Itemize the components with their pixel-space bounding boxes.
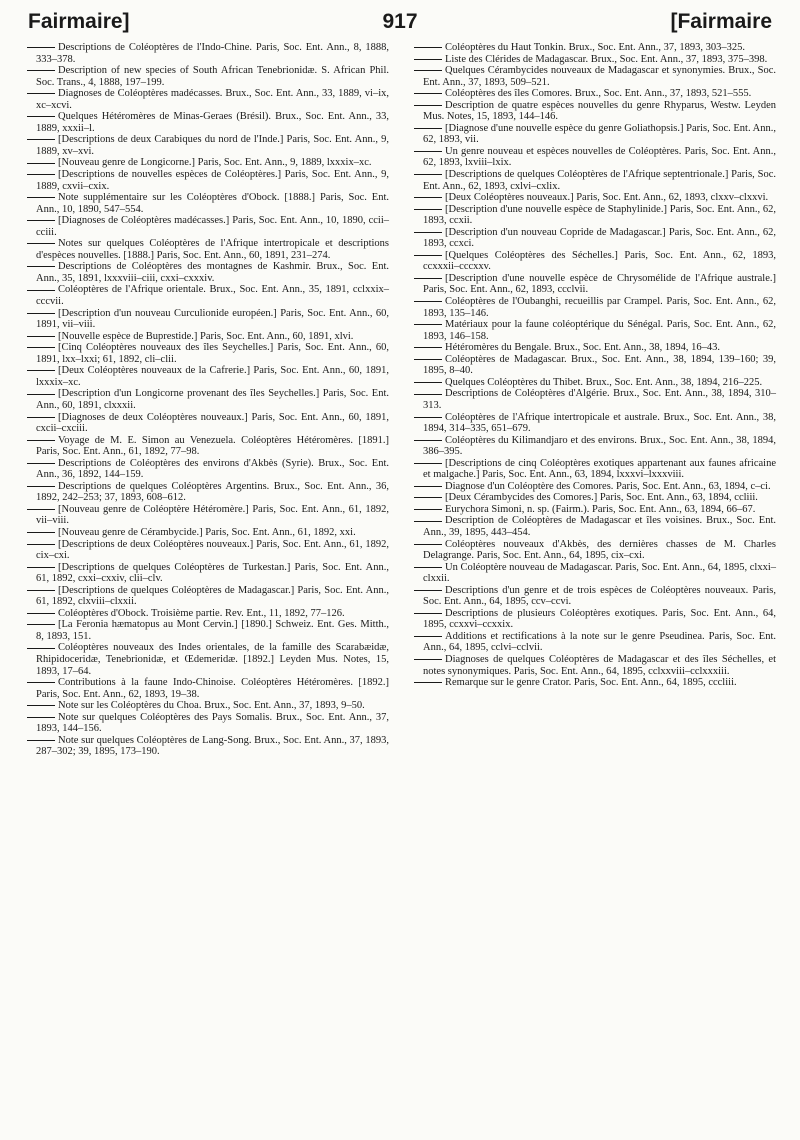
ditto-dash [414,659,442,660]
entry-text: Diagnoses de quelques Coléoptères de Madagascar et des îles Séchelles, et notes synonymiques. Paris, Soc. Ent. Ann., 64, 1895, cclxxviii–cclxxxiii. [423,653,776,677]
entry-text: [Descriptions de quelques Coléoptères de Turkestan.] Paris, Soc. Ent. Ann., 61, 1892, cxxi–cxxiv, clii–clv. [36,561,389,585]
entry-text: Coléoptères du Kilimandjaro et des environs. Brux., Soc. Ent. Ann., 38, 1894, 386–395. [423,434,776,458]
ditto-dash [27,682,55,683]
entry-text: [Diagnose d'une nouvelle espèce du genre Goliathopsis.] Paris, Soc. Ent. Ann., 62, 1893, vii. [423,122,776,146]
ditto-dash [414,544,442,545]
right-column [414,42,776,689]
ditto-dash [27,624,55,625]
entry-text: Note supplémentaire sur les Coléoptères d'Obock. [1888.] Paris, Soc. Ent. Ann., 10, 1890, 547–554. [36,192,389,215]
ditto-dash [414,382,442,383]
bibliography-entry [414,65,776,88]
bibliography-entry [414,192,776,204]
bibliography-entry [414,250,776,273]
entry-text: Coléoptères nouveaux des Indes orientales, de la famille des Scarabæidæ, Rhipidoceridæ, Tenebrionidæ, et Œdemeridæ. [1892.] Leyden Mus. Notes, 15, 1893, 17–64. [36,642,389,677]
bibliography-entry [27,458,389,481]
bibliography-entry [27,331,389,343]
ditto-dash [27,313,55,314]
entry-text: [Deux Coléoptères nouveaux de la Cafrerie.] Paris, Soc. Ent. Ann., 60, 1891, lxxxix–xc. [36,365,389,388]
ditto-dash [27,243,55,244]
entry-text: Note sur les Coléoptères du Choa. Brux., Soc. Ent. Ann., 37, 1893, 9–50. [58,700,365,712]
ditto-dash [27,417,55,418]
entry-text: Coléoptères de l'Afrique orientale. Brux., Soc. Ent. Ann., 35, 1891, cclxxix–cccvii. [36,284,389,308]
ditto-dash [27,590,55,591]
header-author-left: Fairmaire] [28,10,130,33]
ditto-dash [27,47,55,48]
bibliography-entry [27,215,389,238]
ditto-dash [27,163,55,164]
entry-text: Coléoptères des îles Comores. Brux., Soc. Ent. Ann., 37, 1893, 521–555. [445,88,752,100]
bibliography-entry [27,111,389,134]
ditto-dash [27,139,55,140]
ditto-dash [414,636,442,637]
ditto-dash [414,47,442,48]
ditto-dash [27,290,55,291]
entry-text: [Descriptions de deux Carabiques du nord de l'Inde.] Paris, Soc. Ent. Ann., 9, 1889, xv–xvi. [36,134,389,157]
header-author-right: [Fairmaire [670,10,772,33]
ditto-dash [27,266,55,267]
entry-text: [Nouveau genre de Longicorne.] Paris, Soc. Ent. Ann., 9, 1889, lxxxix–xc. [58,157,372,169]
bibliography-entry [414,54,776,66]
bibliography-entry [27,342,389,365]
bibliography-entry [27,134,389,157]
bibliography-entry [27,192,389,215]
entry-text: Quelques Coléoptères du Thibet. Brux., Soc. Ent. Ann., 38, 1894, 216–225. [445,376,763,388]
bibliography-entry [27,169,389,192]
ditto-dash [27,220,55,221]
bibliography-entry [27,284,389,307]
ditto-dash [414,394,442,395]
bibliography-entry [27,562,389,585]
entry-text: Contributions à la faune Indo-Chinoise. Coléoptères Hétéromères. [1892.] Paris, Soc. Ent. Ann., 62, 1893, 19–38. [36,677,389,700]
ditto-dash [27,567,55,568]
bibliography-entry [27,157,389,169]
entry-text: Quelques Hétéromères de Minas-Geraes (Brésil). Brux., Soc. Ent. Ann., 33, 1889, xxxii–l. [36,111,389,134]
bibliography-entry [414,227,776,250]
bibliography-entry [414,631,776,654]
ditto-dash [414,324,442,325]
page-header [28,10,772,36]
ditto-dash [414,197,442,198]
entry-text: Additions et rectifications à la note sur le genre Pseudinea. Paris, Soc. Ent. Ann., 64, 1895, cclvi–cclvii. [423,630,776,654]
bibliography-entry [27,735,389,758]
bibliography-entry [27,504,389,527]
bibliography-entry [27,677,389,700]
entry-text: [Cinq Coléoptères nouveaux des îles Seychelles.] Paris, Soc. Ent. Ann., 60, 1891, lxx–lxxi; 61, 1892, cli–clii. [36,342,389,365]
entry-text: [Description d'une nouvelle espèce de Staphylinide.] Paris, Soc. Ent. Ann., 62, 1893, ccxii. [423,203,776,227]
ditto-dash [414,347,442,348]
entry-text: Description de quatre espèces nouvelles du genre Rhyparus, Westw. Leyden Mus. Notes, 15, 1893, 144–146. [423,99,776,123]
ditto-dash [27,486,55,487]
ditto-dash [414,70,442,71]
bibliography-entry [27,412,389,435]
bibliography-entry [414,342,776,354]
entry-text: Un genre nouveau et espèces nouvelles de Coléoptères. Paris, Soc. Ent. Ann., 62, 1893, lxviii–lxix. [423,145,776,169]
entry-text: [Descriptions de deux Coléoptères nouveaux.] Paris, Soc. Ent. Ann., 61, 1892, cix–cxi. [36,538,389,562]
entry-text: Descriptions de Coléoptères d'Algérie. Brux., Soc. Ent. Ann., 38, 1894, 310–313. [423,388,776,411]
entry-text: Remarque sur le genre Crator. Paris, Soc. Ent. Ann., 64, 1895, cccliii. [445,677,737,689]
entry-text: Coléoptères de l'Oubanghi, recueillis par Crampel. Paris, Soc. Ent. Ann., 62, 1893, 135–146. [423,296,776,319]
bibliography-entry [27,65,389,88]
ditto-dash [27,717,55,718]
bibliography-entry [27,539,389,562]
bibliography-entry [414,204,776,227]
entry-text: Diagnose d'un Coléoptère des Comores. Paris, Soc. Ent. Ann., 63, 1894, c–ci. [445,480,771,492]
bibliography-entry [414,296,776,319]
ditto-dash [27,648,55,649]
entry-text: [Diagnoses de Coléoptères madécasses.] Paris, Soc. Ent. Ann., 10, 1890, ccii–cciii. [36,215,389,238]
bibliography-entry [27,365,389,388]
entry-text: [Nouveau genre de Cérambycide.] Paris, Soc. Ent. Ann., 61, 1892, xxi. [58,526,356,538]
entry-text: Note sur quelques Coléoptères des Pays Somalis. Brux., Soc. Ent. Ann., 37, 1893, 144–156. [36,711,389,735]
entry-text: [Descriptions de nouvelles espèces de Coléoptères.] Paris, Soc. Ent. Ann., 9, 1889, cxvii–cxix. [36,169,389,192]
ditto-dash [414,509,442,510]
bibliography-entry [414,319,776,342]
bibliography-entry [27,642,389,677]
bibliography-entry [27,308,389,331]
entry-text: Descriptions de Coléoptères des environs d'Akbès (Syrie). Brux., Soc. Ent. Ann., 36, 1892, 144–159. [36,457,389,481]
bibliography-entry [414,504,776,516]
bibliography-entry [414,562,776,585]
entry-text: Liste des Clérides de Madagascar. Brux., Soc. Ent. Ann., 37, 1893, 375–398. [445,53,768,65]
entry-text: Descriptions de plusieurs Coléoptères exotiques. Paris, Soc. Ent. Ann., 64, 1895, ccxxvi–ccxxix. [423,607,776,631]
bibliography-entry [414,585,776,608]
bibliography-entry [414,388,776,411]
bibliography-entry [27,261,389,284]
entry-text: [Description d'un nouveau Copride de Madagascar.] Paris, Soc. Ent. Ann., 62, 1893, ccxci. [423,226,776,250]
bibliography-entry [414,42,776,54]
entry-text: Matériaux pour la faune coléoptérique du Sénégal. Paris, Soc. Ent. Ann., 62, 1893, 146–158. [423,319,776,342]
ditto-dash [414,59,442,60]
ditto-dash [414,359,442,360]
ditto-dash [414,417,442,418]
bibliography-entry [414,458,776,481]
bibliography-entry [414,169,776,192]
bibliography-entry [27,388,389,411]
entry-text: [Nouvelle espèce de Buprestide.] Paris, Soc. Ent. Ann., 60, 1891, xlvi. [58,330,354,342]
bibliography-entry [27,608,389,620]
entry-text: Notes sur quelques Coléoptères de l'Afrique intertropicale et descriptions d'espèces nouvelles. [1888.] Paris, Soc. Ent. Ann., 60, 1891, 231–274. [36,238,389,261]
ditto-dash [414,128,442,129]
bibliography-entry [414,654,776,677]
entry-text: [Description d'une nouvelle espèce de Chrysomélide de l'Afrique australe.] Paris, Soc. Ent. Ann., 62, 1893, ccclvii. [423,272,776,296]
bibliography-entry [27,700,389,712]
bibliography-entry [414,273,776,296]
ditto-dash [27,705,55,706]
bibliography-entry [414,88,776,100]
ditto-dash [414,682,442,683]
ditto-dash [414,440,442,441]
ditto-dash [27,532,55,533]
entry-text: [Description d'un nouveau Curculionide européen.] Paris, Soc. Ent. Ann., 60, 1891, vii–viii. [36,307,389,331]
bibliography-entry [414,412,776,435]
ditto-dash [27,70,55,71]
ditto-dash [27,544,55,545]
ditto-dash [414,174,442,175]
ditto-dash [414,278,442,279]
ditto-dash [414,486,442,487]
ditto-dash [27,174,55,175]
bibliography-entry [414,377,776,389]
ditto-dash [27,347,55,348]
entry-text: Coléoptères d'Obock. Troisième partie. Rev. Ent., 11, 1892, 77–126. [58,607,345,619]
entry-text: Note sur quelques Coléoptères de Lang-Song. Brux., Soc. Ent. Ann., 37, 1893, 287–302; 39, 1895, 173–190. [36,734,389,758]
ditto-dash [414,497,442,498]
ditto-dash [414,567,442,568]
ditto-dash [414,255,442,256]
ditto-dash [414,209,442,210]
entry-text: Descriptions de quelques Coléoptères Argentins. Brux., Soc. Ent. Ann., 36, 1892, 242–253; 37, 1893, 608–612. [36,480,389,504]
bibliography-entry [414,481,776,493]
bibliography-entry [414,354,776,377]
ditto-dash [414,151,442,152]
bibliography-entry [414,100,776,123]
ditto-dash [414,93,442,94]
bibliography-entry [414,435,776,458]
ditto-dash [414,613,442,614]
bibliography-entry [414,123,776,146]
entry-text: [Nouveau genre de Coléoptère Hétéromère.] Paris, Soc. Ent. Ann., 61, 1892, vii–viii. [36,503,389,527]
ditto-dash [27,440,55,441]
entry-text: [Descriptions de cinq Coléoptères exotiques appartenant aux faunes africaine et malgache.] Paris, Soc. Ent. Ann., 63, 1894, lxxxvi–lxxxviii. [423,457,776,481]
entry-text: Voyage de M. E. Simon au Venezuela. Coléoptères Hétéromères. [1891.] Paris, Soc. Ent. Ann., 61, 1892, 77–98. [36,434,389,458]
bibliography-entry [27,42,389,65]
ditto-dash [414,301,442,302]
page-number: 917 [382,10,418,33]
entry-text: Un Coléoptère nouveau de Madagascar. Paris, Soc. Ent. Ann., 64, 1895, clxxi–clxxii. [423,561,776,585]
ditto-dash [27,336,55,337]
entry-text: [Description d'un Longicorne provenant des îles Seychelles.] Paris, Soc. Ent. Ann., 60, 1891, clxxxii. [36,388,389,411]
entry-text: Quelques Cérambycides nouveaux de Madagascar et synonymies. Brux., Soc. Ent. Ann., 37, 1893, 509–521. [423,65,776,88]
ditto-dash [27,93,55,94]
ditto-dash [27,116,55,117]
ditto-dash [27,463,55,464]
bibliography-entry [27,619,389,642]
bibliography-entry [27,585,389,608]
entry-text: Eurychora Simoni, n. sp. (Fairm.). Paris, Soc. Ent. Ann., 63, 1894, 66–67. [445,503,756,515]
ditto-dash [27,197,55,198]
bibliography-entry [27,435,389,458]
entry-text: [Diagnoses de deux Coléoptères nouveaux.] Paris, Soc. Ent. Ann., 60, 1891, cxcii–cxciii. [36,411,389,435]
bibliography-entry [27,527,389,539]
bibliography-entry [414,608,776,631]
ditto-dash [27,509,55,510]
bibliography-entry [414,146,776,169]
entry-text: [Deux Coléoptères nouveaux.] Paris, Soc. Ent. Ann., 62, 1893, clxxv–clxxvi. [445,192,769,204]
entry-text: [Descriptions de quelques Coléoptères de Madagascar.] Paris, Soc. Ent. Ann., 61, 1892, clxviii–clxxii. [36,584,389,608]
entry-text: [La Feronia hæmatopus au Mont Cervin.] [1890.] Schweiz. Ent. Ges. Mitth., 8, 1893, 151. [36,619,389,642]
entry-text: [Quelques Coléoptères des Séchelles.] Paris, Soc. Ent. Ann., 62, 1893, ccxxxii–cccxxv. [423,249,776,273]
entry-text: Description de Coléoptères de Madagascar et îles voisines. Brux., Soc. Ent. Ann., 39, 1895, 443–454. [423,515,776,538]
bibliography-entry [27,238,389,261]
entry-text: [Deux Cérambycides des Comores.] Paris, Soc. Ent. Ann., 63, 1894, ccliii. [445,492,758,504]
entry-text: Descriptions de Coléoptères de l'Indo-Chine. Paris, Soc. Ent. Ann., 8, 1888, 333–378. [36,42,389,65]
entry-text: [Descriptions de quelques Coléoptères de l'Afrique septentrionale.] Paris, Soc. Ent. Ann., 62, 1893, cxlvi–cxlix. [423,169,776,192]
entry-text: Diagnoses de Coléoptères madécasses. Brux., Soc. Ent. Ann., 33, 1889, vi–ix, xc–xcvi. [36,88,389,111]
ditto-dash [27,370,55,371]
bibliography-entry [414,539,776,562]
bibliography-entry [414,492,776,504]
ditto-dash [27,613,55,614]
entry-text: Hétéromères du Bengale. Brux., Soc. Ent. Ann., 38, 1894, 16–43. [445,342,720,354]
left-column [27,42,389,758]
entry-text: Coléoptères du Haut Tonkin. Brux., Soc. Ent. Ann., 37, 1893, 303–325. [445,42,746,53]
ditto-dash [414,463,442,464]
ditto-dash [414,232,442,233]
ditto-dash [414,590,442,591]
entry-text: Description of new species of South African Tenebrionidæ. S. African Phil. Soc. Trans., 4, 1888, 197–199. [36,65,389,88]
ditto-dash [27,394,55,395]
bibliography-entry [27,712,389,735]
entry-text: Descriptions d'un genre et de trois espèces de Coléoptères nouveaux. Paris, Soc. Ent. Ann., 64, 1895, ccv–ccvi. [423,584,776,608]
ditto-dash [414,521,442,522]
entry-text: Coléoptères nouveaux d'Akbès, des dernières chasses de M. Charles Delagrange. Paris, Soc. Ent. Ann., 64, 1895, cix–cxi. [423,538,776,562]
ditto-dash [414,105,442,106]
bibliography-entry [414,515,776,538]
bibliography-entry [27,481,389,504]
bibliography-entry [27,88,389,111]
entry-text: Descriptions de Coléoptères des montagnes de Kashmir. Brux., Soc. Ent. Ann., 35, 1891, lxxxviii–ciii, cxxi–cxxxiv. [36,261,389,284]
bibliography-entry [414,677,776,689]
ditto-dash [27,740,55,741]
entry-text: Coléoptères de l'Afrique intertropicale et australe. Brux., Soc. Ent. Ann., 38, 1894, 314–335, 651–679. [423,411,776,435]
entry-text: Coléoptères de Madagascar. Brux., Soc. Ent. Ann., 38, 1894, 139–160; 39, 1895, 8–40. [423,353,776,377]
